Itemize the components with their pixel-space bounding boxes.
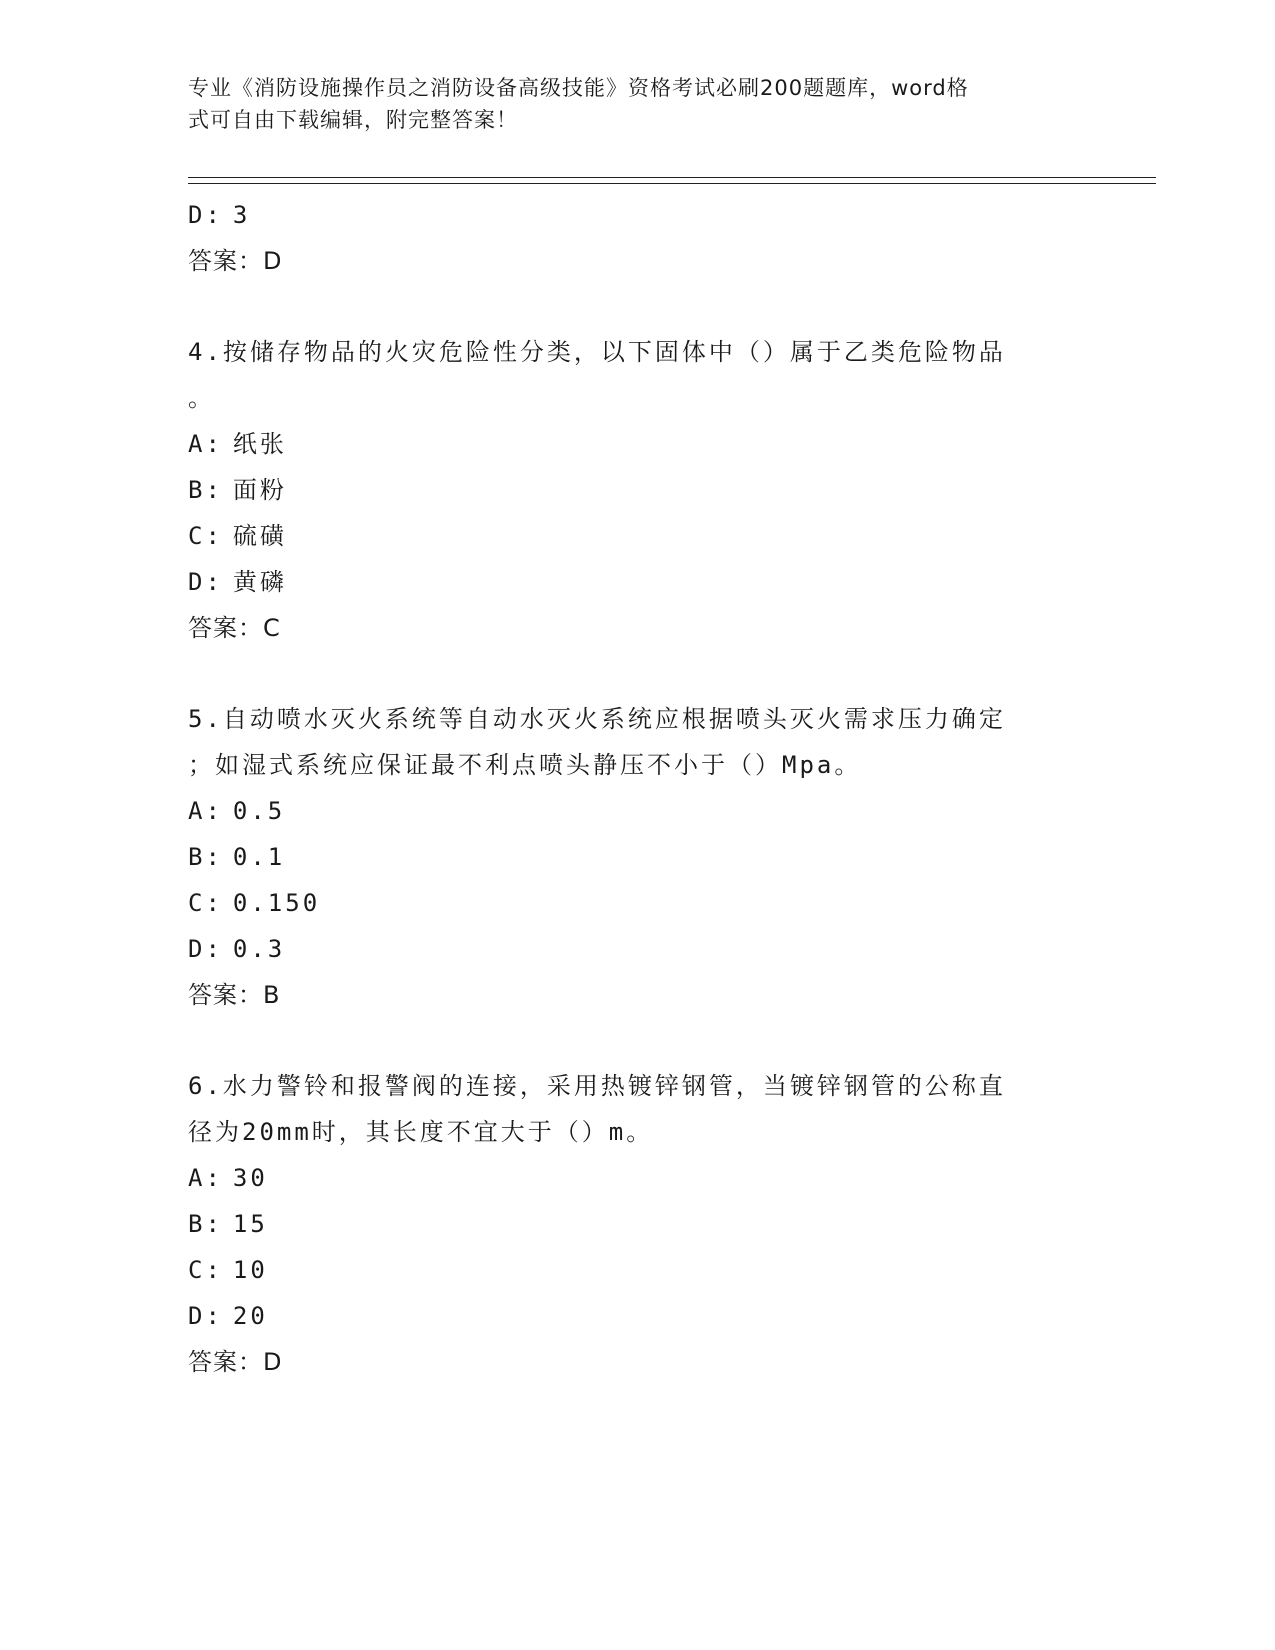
option-key: A: — [188, 797, 223, 825]
option-key: D: — [188, 201, 223, 229]
option-value: 硫磺 — [232, 522, 287, 550]
option-row — [188, 467, 1088, 513]
option-value: 纸张 — [232, 430, 287, 458]
question-text-line-1: 4.按储存物品的火灾危险性分类，以下固体中（）属于乙类危险物品 — [188, 338, 1006, 366]
option-key: A: — [188, 430, 223, 458]
option-key: D: — [188, 935, 223, 963]
option-row — [188, 880, 1088, 926]
option-key: B: — [188, 1210, 223, 1238]
option-key: C: — [188, 522, 223, 550]
answer-line: 答案：B — [188, 981, 281, 1009]
option-value: 15 — [232, 1210, 268, 1238]
header-rule-top — [188, 177, 1156, 178]
option-value: 30 — [232, 1164, 268, 1192]
document-header — [188, 72, 1068, 136]
option-value: 0.150 — [232, 889, 321, 917]
answer-line: 答案：C — [188, 614, 281, 642]
option-value: 0.1 — [232, 843, 286, 871]
header-line-2: 式可自由下载编辑，附完整答案！ — [188, 108, 518, 132]
option-key: D: — [188, 1302, 223, 1330]
option-row — [188, 1247, 1088, 1293]
option-key: C: — [188, 889, 223, 917]
option-row — [188, 192, 1088, 238]
question-text-line-1: 6.水力警铃和报警阀的连接，采用热镀锌钢管，当镀锌钢管的公称直 — [188, 1072, 1006, 1100]
option-key: A: — [188, 1164, 223, 1192]
option-row — [188, 834, 1088, 880]
option-value: 3 — [232, 201, 251, 229]
option-key: B: — [188, 476, 223, 504]
answer-line: 答案：D — [188, 1348, 283, 1376]
option-row — [188, 421, 1088, 467]
option-value: 0.3 — [232, 935, 286, 963]
option-row — [188, 1293, 1088, 1339]
option-row — [188, 926, 1088, 972]
question-text-line-2: 。 — [188, 384, 215, 412]
question-block — [188, 329, 1088, 651]
option-value: 0.5 — [232, 797, 286, 825]
option-key: D: — [188, 568, 223, 596]
question-block — [188, 696, 1088, 1018]
answer-line: 答案：D — [188, 247, 283, 275]
option-value: 10 — [232, 1256, 268, 1284]
question-text-line-2: ；如湿式系统应保证最不利点喷头静压不小于（）Mpa。 — [188, 751, 862, 779]
question-block — [188, 1063, 1088, 1385]
option-value: 黄磷 — [232, 568, 287, 596]
option-row — [188, 513, 1088, 559]
option-value: 20 — [232, 1302, 268, 1330]
option-key: B: — [188, 843, 223, 871]
option-row — [188, 1155, 1088, 1201]
option-key: C: — [188, 1256, 223, 1284]
option-row — [188, 559, 1088, 605]
question-list — [188, 192, 1088, 1385]
header-rule-bottom — [188, 183, 1156, 184]
question-text-line-2: 径为20mm时，其长度不宜大于（）m。 — [188, 1118, 654, 1146]
header-line-1: 专业《消防设施操作员之消防设备高级技能》资格考试必刷200题题库，word格 — [188, 76, 969, 100]
question-text-line-1: 5.自动喷水灭火系统等自动水灭火系统应根据喷头灭火需求压力确定 — [188, 705, 1006, 733]
option-row — [188, 1201, 1088, 1247]
option-row — [188, 788, 1088, 834]
option-value: 面粉 — [232, 476, 287, 504]
